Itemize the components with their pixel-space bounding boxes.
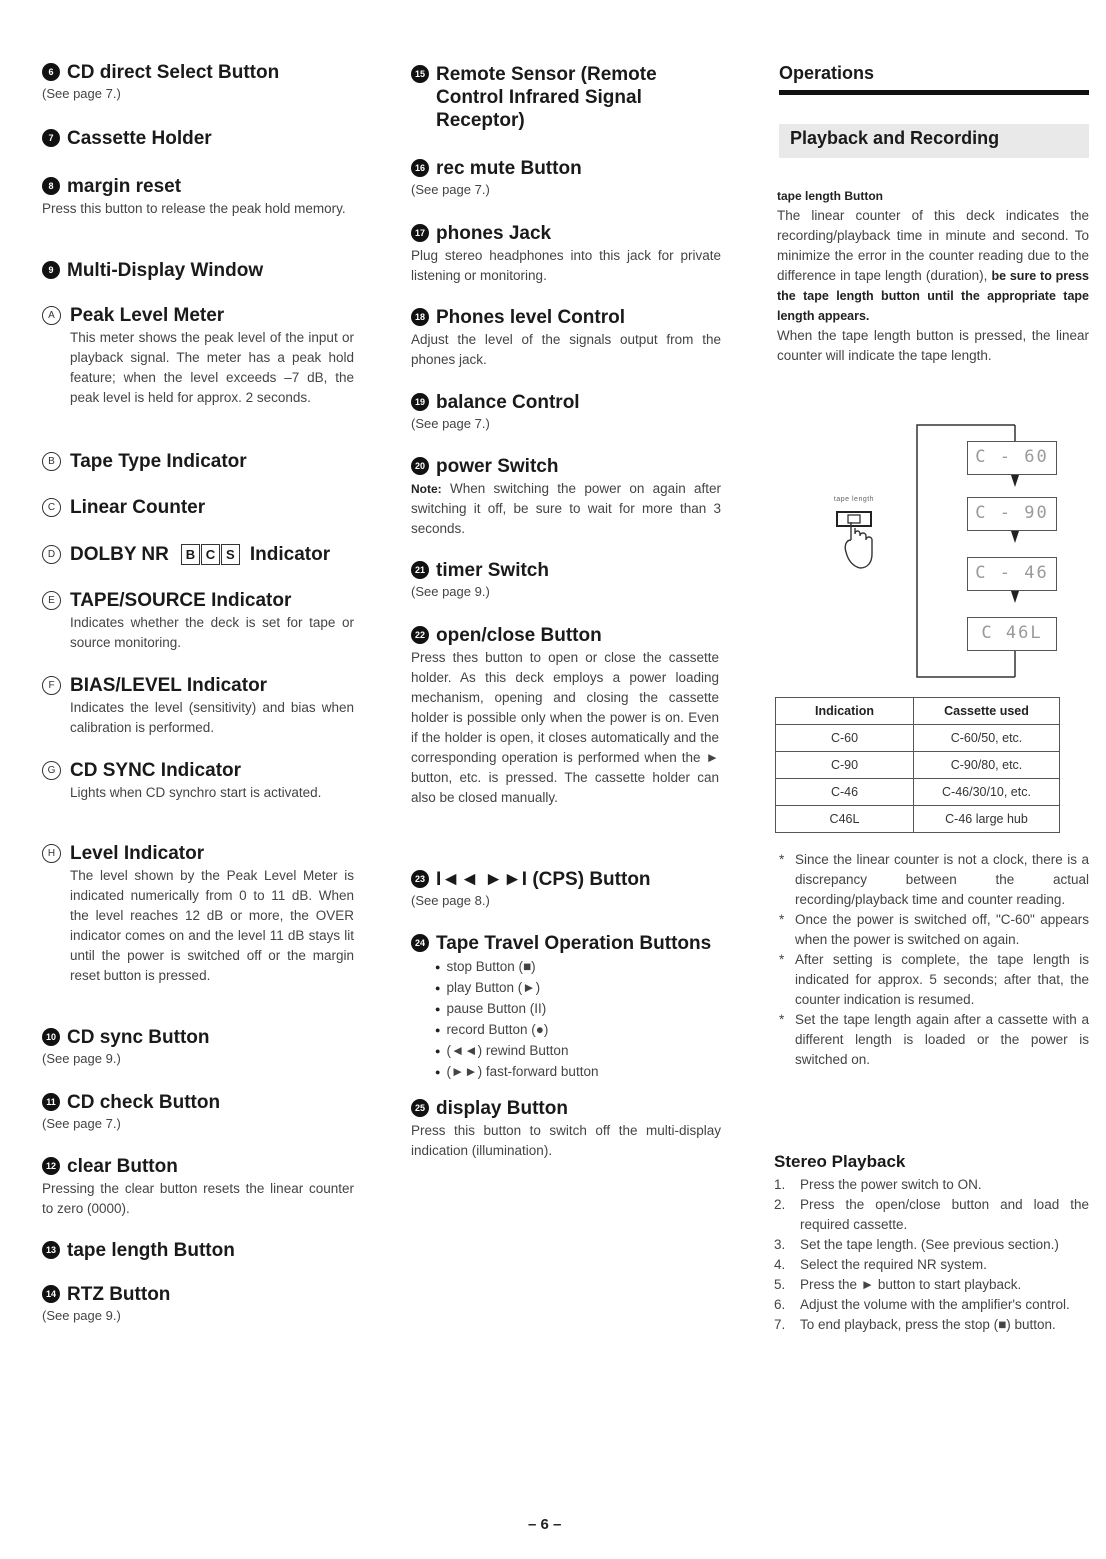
- table-row: [776, 806, 1060, 833]
- item-13: [42, 1239, 362, 1262]
- number-badge: 7: [42, 129, 60, 147]
- note-item: * After setting is complete, the tape length is indicated for approx. 5 seconds; after that, the counter indication is resumed.: [776, 950, 1089, 1010]
- item-24: [411, 932, 731, 1083]
- number-badge: 10: [42, 1028, 60, 1046]
- item-heading: CD check Button: [67, 1092, 221, 1113]
- list-item: ● stop Button (■): [435, 957, 731, 978]
- note-item: * Set the tape length again after a cassette with a different length is loaded or the power is switched on.: [776, 1010, 1089, 1070]
- number-badge: 25: [411, 1099, 429, 1117]
- item-heading: TAPE/SOURCE Indicator: [70, 590, 292, 611]
- number-badge: 12: [42, 1157, 60, 1175]
- letter-badge: H: [42, 844, 61, 863]
- number-badge: 8: [42, 177, 60, 195]
- item-description: Press this button to switch off the multi-display indication (illumination).: [411, 1123, 721, 1158]
- item-heading: margin reset: [67, 176, 182, 197]
- item-23: [411, 868, 721, 910]
- page-number: – 6 –: [528, 1516, 562, 1533]
- item-reference: (See page 9.): [411, 584, 490, 599]
- list-item: ● (►►) fast-forward button: [435, 1062, 731, 1083]
- item-heading: DOLBY NR: [70, 544, 169, 565]
- table-header-row: [776, 698, 1060, 725]
- number-badge: 6: [42, 63, 60, 81]
- banner-title: Playback and Recording: [790, 128, 1000, 148]
- counter-display-c46: C - 46: [967, 557, 1057, 591]
- step-item: [774, 1255, 1089, 1275]
- item-description: Pressing the clear button resets the linear counter to zero (0000).: [42, 1181, 354, 1216]
- step-text: To end playback, press the stop (■) button.: [800, 1317, 1056, 1332]
- item-heading: RTZ Button: [67, 1284, 171, 1305]
- item-description: Press thes button to open or close the cassette holder. As this deck employs a power loading mechanism, opening and closing the cassette holder is possible only when the power is on. Even if the holder is open, it closes automatically and the corresponding operation is performed when the ► button, etc. is pressed. The cassette holder can also be closed manually.: [411, 650, 719, 805]
- item-heading: Phones level Control: [436, 307, 625, 328]
- counter-display-c90: C - 90: [967, 497, 1057, 531]
- table-row: [776, 725, 1060, 752]
- item-heading: phones Jack: [436, 223, 552, 244]
- list-item: ● (◄◄) rewind Button: [435, 1041, 731, 1062]
- emphasis-text: be sure to press the tape length button until the appropriate tape length appears.: [777, 269, 1089, 323]
- item-heading: Remote Sensor (Remote Control Infrared Signal Receptor): [436, 64, 657, 131]
- item-reference: (See page 7.): [411, 182, 490, 197]
- item-heading: open/close Button: [436, 625, 602, 646]
- table-cell: C-46/30/10, etc.: [914, 779, 1060, 806]
- table-cell: C-60: [776, 725, 914, 752]
- item-heading: clear Button: [67, 1156, 178, 1177]
- item-description: Lights when CD synchro start is activated.: [70, 785, 322, 800]
- list-item: ● pause Button (II): [435, 999, 731, 1020]
- item-description: This meter shows the peak level of the input or playback signal. The meter has a peak hold feature; when the level exceeds –7 dB, the peak level is held for approx. 2 seconds.: [70, 330, 354, 405]
- stereo-playback-heading: Stereo Playback: [774, 1152, 906, 1171]
- notes-list: [776, 850, 1089, 1070]
- letter-badge: A: [42, 306, 61, 325]
- number-badge: 11: [42, 1093, 60, 1111]
- item-description: When switching the power on again after switching it off, be sure to wait for more than 3 seconds.: [411, 481, 721, 536]
- item-reference: (See page 8.): [411, 893, 490, 908]
- item-heading: Level Indicator: [70, 843, 205, 864]
- diagram-button-label: tape length: [833, 496, 875, 503]
- nr-box-b: B: [181, 544, 200, 565]
- item-heading: I◄◄ ►►I (CPS) Button: [436, 869, 651, 890]
- number-badge: 20: [411, 457, 429, 475]
- item-12: [42, 1155, 354, 1219]
- letter-badge: E: [42, 591, 61, 610]
- step-number: 7.: [774, 1317, 786, 1332]
- item-heading: timer Switch: [436, 560, 549, 581]
- step-text: Press the power switch to ON.: [800, 1177, 982, 1192]
- item-description: Indicates the level (sensitivity) and bias when calibration is performed.: [70, 700, 354, 735]
- item-heading: balance Control: [436, 392, 580, 413]
- step-text: Adjust the volume with the amplifier's control.: [800, 1297, 1070, 1312]
- operation-button-list: [435, 957, 731, 1083]
- item-heading: Tape Type Indicator: [70, 451, 247, 472]
- number-badge: 17: [411, 224, 429, 242]
- item-heading: Cassette Holder: [67, 128, 212, 149]
- item-heading: CD direct Select Button: [67, 62, 280, 83]
- item-heading: CD sync Button: [67, 1027, 210, 1048]
- counter-display-c46l: C 46L: [967, 617, 1057, 651]
- item-reference: (See page 7.): [42, 1116, 121, 1131]
- diagram-lines: [0, 0, 1106, 700]
- item-description: The level shown by the Peak Level Meter is indicated numerically from 0 to 11 dB. When the level reaches 12 dB or more, the OVER indicator comes on and the level 11 dB stays lit until the power is switched off or the margin reset button is pressed.: [70, 868, 354, 983]
- step-number: 4.: [774, 1257, 786, 1272]
- number-badge: 16: [411, 159, 429, 177]
- number-badge: 14: [42, 1285, 60, 1303]
- item-heading: Tape Travel Operation Buttons: [436, 933, 712, 954]
- step-item: [774, 1175, 1089, 1195]
- table-cell: C-90/80, etc.: [914, 752, 1060, 779]
- note-label: Note:: [411, 482, 442, 496]
- subsection-heading: tape length Button: [777, 189, 883, 203]
- item-11: [42, 1091, 362, 1133]
- step-number: 5.: [774, 1277, 786, 1292]
- step-text: Set the tape length. (See previous section.): [800, 1237, 1059, 1252]
- stereo-playback-steps: [774, 1175, 1089, 1335]
- number-badge: 18: [411, 308, 429, 326]
- table-row: [776, 752, 1060, 779]
- step-number: 1.: [774, 1177, 786, 1192]
- number-badge: 22: [411, 626, 429, 644]
- item-reference: (See page 7.): [411, 416, 490, 431]
- item-heading: display Button: [436, 1098, 568, 1119]
- item-heading: Multi-Display Window: [67, 260, 264, 281]
- step-item: [774, 1295, 1089, 1315]
- step-number: 6.: [774, 1297, 786, 1312]
- column-header: Indication: [776, 698, 914, 725]
- paragraph: When the tape length button is pressed, the linear counter will indicate the tape length.: [777, 328, 1089, 363]
- item-reference: (See page 9.): [42, 1308, 121, 1323]
- item-heading: tape length Button: [67, 1240, 235, 1261]
- nr-box-s: S: [221, 544, 240, 565]
- table-cell: C-46: [776, 779, 914, 806]
- item-heading: CD SYNC Indicator: [70, 760, 242, 781]
- item-description: Indicates whether the deck is set for tape or source monitoring.: [70, 615, 354, 650]
- step-text: Press the open/close button and load the required cassette.: [800, 1197, 1089, 1232]
- number-badge: 19: [411, 393, 429, 411]
- item-10: [42, 1026, 362, 1068]
- item-heading: power Switch: [436, 456, 559, 477]
- letter-badge: D: [42, 545, 61, 564]
- item-heading-suffix: Indicator: [249, 544, 331, 565]
- nr-box-c: C: [201, 544, 220, 565]
- step-item: [774, 1195, 1089, 1235]
- number-badge: 21: [411, 561, 429, 579]
- number-badge: 15: [411, 65, 429, 83]
- item-description: Press this button to release the peak hold memory.: [42, 201, 346, 216]
- item-heading: Peak Level Meter: [70, 305, 225, 326]
- letter-badge: B: [42, 452, 61, 471]
- step-text: Press the ► button to start playback.: [800, 1277, 1022, 1292]
- letter-badge: C: [42, 498, 61, 517]
- list-item: ● record Button (●): [435, 1020, 731, 1041]
- item-reference: (See page 7.): [42, 86, 121, 101]
- letter-badge: G: [42, 761, 61, 780]
- table-cell: C46L: [776, 806, 914, 833]
- step-item: [774, 1275, 1089, 1295]
- column-header: Cassette used: [914, 698, 1060, 725]
- number-badge: 9: [42, 261, 60, 279]
- letter-badge: F: [42, 676, 61, 695]
- table-row: [776, 779, 1060, 806]
- number-badge: 13: [42, 1241, 60, 1259]
- item-g: [42, 759, 354, 803]
- step-text: Select the required NR system.: [800, 1257, 987, 1272]
- step-number: 2.: [774, 1197, 786, 1212]
- number-badge: 24: [411, 934, 429, 952]
- step-item: [774, 1315, 1089, 1335]
- note-item: * Since the linear counter is not a clock, there is a discrepancy between the actual recording/playback time and counter reading.: [776, 850, 1089, 910]
- note-item: * Once the power is switched off, "C-60" appears when the power is switched on again.: [776, 910, 1089, 950]
- table-cell: C-90: [776, 752, 914, 779]
- paragraph: The linear counter of this deck indicates the recording/playback time in minute and second. To minimize the error in the counter reading due to the difference in tape length (duration),: [777, 208, 1089, 283]
- cassette-table: [775, 697, 1060, 833]
- table-cell: C-46 large hub: [914, 806, 1060, 833]
- list-item: ● play Button (►): [435, 978, 731, 999]
- item-h: [42, 842, 354, 986]
- item-heading: BIAS/LEVEL Indicator: [70, 675, 268, 696]
- item-description: Plug stereo headphones into this jack for private listening or monitoring.: [411, 248, 721, 283]
- item-heading: Linear Counter: [70, 497, 206, 518]
- item-heading: rec mute Button: [436, 158, 582, 179]
- table-cell: C-60/50, etc.: [914, 725, 1060, 752]
- step-number: 3.: [774, 1237, 786, 1252]
- number-badge: 23: [411, 870, 429, 888]
- item-reference: (See page 9.): [42, 1051, 121, 1066]
- item-14: [42, 1283, 362, 1325]
- item-25: [411, 1097, 721, 1161]
- step-item: [774, 1235, 1089, 1255]
- item-description: Adjust the level of the signals output from the phones jack.: [411, 332, 721, 367]
- counter-display-c60: C - 60: [967, 441, 1057, 475]
- section-title: Operations: [779, 63, 875, 83]
